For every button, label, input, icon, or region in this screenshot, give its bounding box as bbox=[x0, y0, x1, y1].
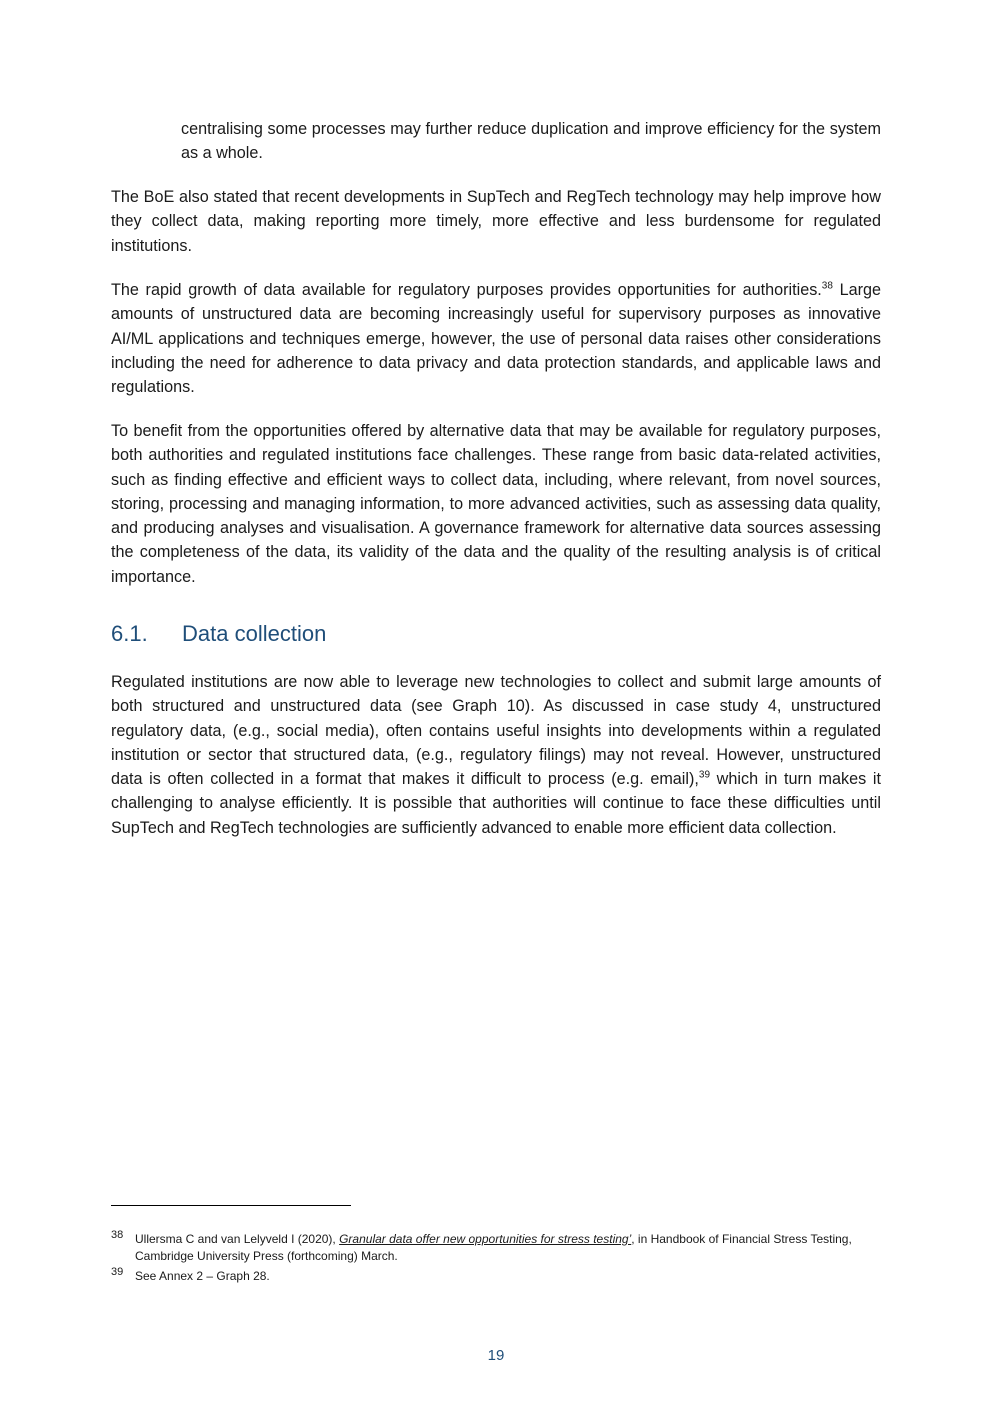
section-number: 6.1. bbox=[111, 621, 148, 646]
footnote-text bbox=[135, 1231, 881, 1265]
paragraph-data-growth bbox=[111, 278, 881, 399]
paragraph-text: Large amounts of unstructured data are becoming increasingly useful for supervisory purposes as innovative AI/ML applications and techniques emerge, however, the use of personal data raises other considerations including the need for adherence to data privacy and data protection standards, and applicable laws and regulations. bbox=[111, 281, 881, 397]
footnote-citation-rest: , in Handbook of Financial Stress Testing, Cambridge University Press (forthcoming) March. bbox=[135, 1232, 852, 1263]
footnote-39 bbox=[111, 1268, 881, 1285]
section-heading bbox=[111, 619, 326, 649]
paragraph-data-collection bbox=[111, 670, 881, 840]
page-number: 19 bbox=[487, 1347, 505, 1364]
paragraph-text: which in turn makes it challenging to analyse efficiently. It is possible that authorities will continue to face these difficulties until SupTech and RegTech technologies are sufficiently advanced to enable more efficient data collection. bbox=[111, 770, 881, 837]
footnote-link[interactable]: Granular data offer new opportunities for stress testing’ bbox=[339, 1232, 632, 1246]
paragraph-text: The rapid growth of data available for regulatory purposes provides opportunities for authorities. bbox=[111, 281, 822, 299]
footnote-mark: 39 bbox=[111, 1266, 124, 1278]
footnote-text: See Annex 2 – Graph 28. bbox=[135, 1269, 270, 1283]
paragraph-boe-suptech: The BoE also stated that recent developments in SupTech and RegTech technology may help improve how they collect data, making reporting more timely, more effective and less burdensome for regulated institutions. bbox=[111, 188, 881, 255]
paragraph-text: Regulated institutions are now able to leverage new technologies to collect and submit large amounts of both structured and unstructured data (see Graph 10). As discussed in case study 4, unstructured regulatory data, (e.g., social media), often contains useful insights into developments within a regulated institution or sector that structured data, (e.g., regulatory filings) may not reveal. However, unstructured data is often collected in a format that makes it difficult to process (e.g. email), bbox=[111, 673, 881, 789]
footnote-38 bbox=[111, 1231, 881, 1265]
footnote-mark: 38 bbox=[111, 1229, 124, 1241]
section-title: Data collection bbox=[182, 621, 327, 646]
continuation-paragraph: centralising some processes may further reduce duplication and improve efficiency for the system as a whole. bbox=[181, 120, 881, 163]
paragraph-alternative-data: To benefit from the opportunities offered by alternative data that may be available for regulatory purposes, both authorities and regulated institutions face challenges. These range from basic data-related activities, such as finding effective and efficient ways to collect data, including, where relevant, from novel sources, storing, processing and managing information, to more advanced activities, such as assessing data quality, and producing analyses and visualisation. A governance framework for alternative data sources assessing the completeness of the data, its validity of the data and the quality of the resulting analysis is of critical importance. bbox=[111, 422, 881, 586]
footnote-separator bbox=[111, 1205, 351, 1206]
footnote-ref-39[interactable]: 39 bbox=[698, 769, 711, 781]
footnote-ref-38[interactable]: 38 bbox=[821, 280, 833, 292]
footnote-citation: Ullersma C and van Lelyveld I (2020), bbox=[135, 1232, 340, 1246]
